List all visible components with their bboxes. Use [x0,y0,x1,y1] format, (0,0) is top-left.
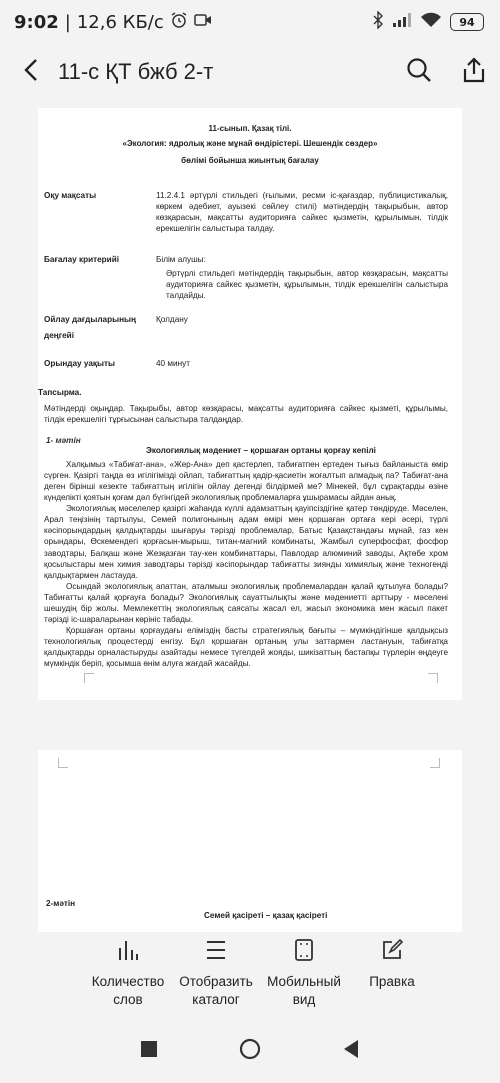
thinking-row [44,312,448,343]
time-key: Орындау уақыты [44,359,115,368]
edit-button[interactable] [348,932,436,1012]
paragraph: Экологиялық мәселелер қазіргі жаһанда күллі адамзаттың қауіпсіздігіне қатер төндіруде. Мәселен, Арал теңізінің тартылуы, Семей полигонының адам өмірі мен қоршаған ортаға кері әсері, түрлі кәсіпорындардың қалдықтарды шығаруы тәрізді проблемалар, Батыс Қазақстандағы мұнай, газ кен орындары, Өскемендегі қорғасын-мырыш, титан-магний комбинаты, Жамбыл суперфосфат, фосфор заводтары, Балқаш және Жезқазған тау-кен комбинаттары, Павлодар алюминий заводы, Ақтөбе хром қосылыстары мен химия заводтары тәрізді кәсіпорындар табиғатты зиянды химиялық және техногенді қалдықтармен ластауда. [44,504,448,580]
mobile-view-label: Мобильный вид [267,974,341,1007]
network-speed: 12,6 КБ/с [76,11,164,33]
thinking-value: Қолдану [156,315,188,324]
signal-icon [392,12,412,33]
text1-title: Экологиялық мәдениет – қоршаған ортаны қорғау кепілі [146,446,376,455]
doc-heading-3: бөлімі бойынша жиынтық бағалау [181,156,319,165]
doc-heading-2: «Экология: ядролық және мұнай өндірістері. Шешендік сөздер» [122,139,378,148]
criteria-detail: Әртүрлі стильдегі мәтіндердің тақырыбын, автор көзқарасын, мақсатты аудиторияға сайкес қызметін, құрылымын, тілдік ерекшелігін салыстыра талдайды. [166,269,448,301]
edit-label: Правка [369,974,415,989]
back-icon[interactable] [24,58,38,87]
criteria-value [156,254,448,301]
page-corner-mark [428,673,438,683]
paragraph: Қоршаған ортаны қорғаудағы еліміздің басты стратегиялық бағыты – мүмкіндігінше қалдықсыз технологиялық процестерді енгізу. Бұл қоршаған ортаның улы заттармен ластануын, табиғатқа қалдықтарды орналастыруды азайтады немесе түгелдей жояды, шикізаттың бастапқы түрлерін өңдеуге мүмкіндік беріп, қосымша өнім алуға жағдай жасайды. [44,625,448,669]
battery-indicator: 94 [450,13,484,31]
status-bar [0,0,500,44]
status-time: 9:02 [14,11,59,33]
document-page-2[interactable] [38,750,462,950]
app-bar [0,44,500,100]
criteria-key: Бағалау критерийі [44,255,120,264]
time-row [44,358,448,369]
page-corner-mark [58,758,68,768]
doc-heading-1: 11-сынып. Қазақ тілі. [208,124,292,133]
video-record-icon [194,12,212,33]
wifi-icon [420,12,442,33]
word-count-button[interactable] [84,932,172,1012]
paragraph: Халқымыз «Табиғат-ана», «Жер-Ана» деп қастерлеп, табиғатпен ертеден тығыз байланыста өмір сүрген. Қазіргі таңда өз игілігімізді ойлап, табиғаттың қадір-қасиетін жоғалтып алмадық па? Табиғат-ана деген бірінші кезекте табиғаттың игілігін ойлау дегенді білдірмей ме? Мінекей, бұл сұрақтарды өзіне күнделікті қоятын қоғам дәл бүгінгідей экологиялық проблемаларға ұшырамасы айдан анық. [44,460,448,503]
text2-title: Семей қасіреті – қазақ қасіреті [204,911,328,920]
objective-row [44,190,448,234]
catalog-icon [204,938,228,967]
document-page-1[interactable] [38,108,462,700]
document-title: 11-с ҚТ бжб 2-т [58,59,214,84]
edit-icon [380,938,404,967]
objective-value: 11.2.4.1 әртүрлі стильдегі (ғылыми, ресми іс-қағаздар, публицистикалық, көркем әдебиет, ауызекі сөйлеу стилі) мәтіндердің тақырыбын, автор көзқарасын, мақсатты аудиторияға сайкес қызметін, құрылымын, тілдік ерекшелігін салыстыра талдау. [156,191,448,234]
recents-icon[interactable] [140,1040,158,1063]
mobile-view-icon [292,938,316,967]
share-icon[interactable] [462,57,486,88]
criteria-intro: Білім алушы: [156,255,206,264]
word-count-icon [116,938,140,967]
criteria-row [44,254,448,301]
text1-body [44,459,448,669]
text2-label: 2-мәтін [46,899,76,908]
text1-label: 1- мәтін [46,436,81,445]
task-label: Тапсырма. [38,388,82,397]
page-corner-mark [84,673,94,683]
word-count-label: Количество слов [91,974,165,1007]
home-icon[interactable] [239,1038,261,1065]
mobile-view-button[interactable] [260,932,348,1012]
time-value: 40 минут [156,359,190,368]
catalog-label: Отобразить каталог [179,974,253,1007]
alarm-icon [170,11,188,34]
paragraph: Осындай экологиялық апаттан, аталмыш экологиялық проблемалардан қалай құтылуға болады? Табиғатты қалай қорғауға болады? Экологиялық сауаттылықты және мәдениетті арттыру - мәселені шешудің бір жолы. Мемлекеттің экологиялық саясаты жасал ел, жасыл экономика мен жасыл пакет тәрізді іс-шараларынан көрініс табады. [44,581,448,624]
system-nav-bar [0,1020,500,1083]
bottom-toolbar [0,932,500,1012]
status-right [372,11,484,34]
back-nav-icon[interactable] [342,1039,360,1064]
bluetooth-icon [372,11,384,34]
catalog-button[interactable] [172,932,260,1012]
app-actions [406,57,486,88]
status-left [14,11,212,34]
page-corner-mark [430,758,440,768]
thinking-key: Ойлау дағдыларының деңгейі [44,315,136,340]
status-separator: | [64,11,71,33]
task-text: Мәтіндерді оқыңдар. Тақырыбы, автор көзқарасы, мақсатты аудиторияға сайкес қызметі, құрылымы, тілдік ерекшелігі тұрғысынан салыстыра талдаңдар. [44,404,448,425]
search-icon[interactable] [406,57,432,88]
objective-key: Оқу мақсаты [44,191,97,200]
